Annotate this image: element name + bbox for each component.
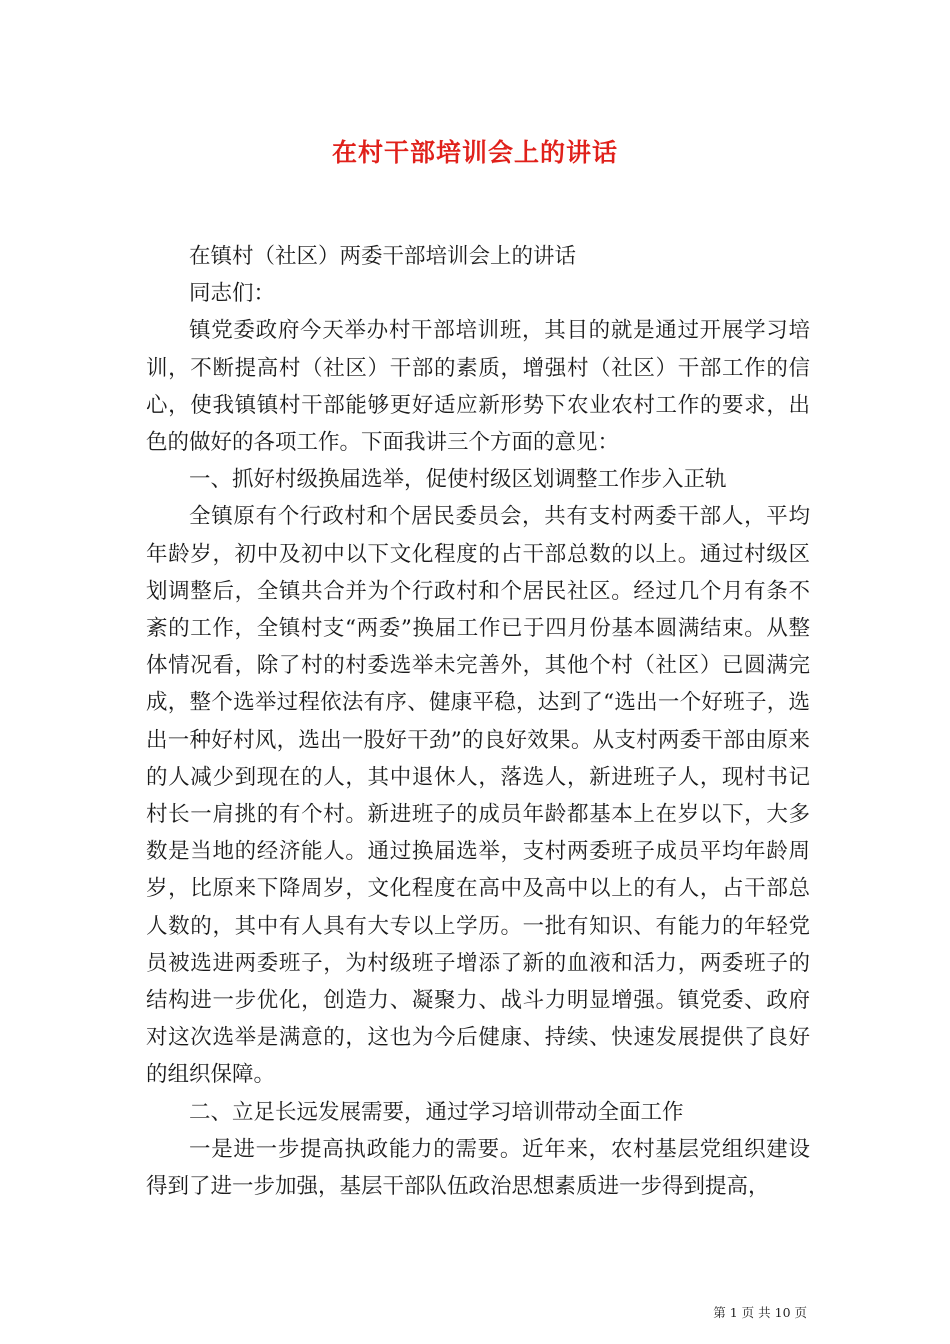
- document-body: [146, 238, 810, 1205]
- paragraph: 镇党委政府今天举办村干部培训班，其目的就是通过开展学习培训，不断提高村（社区）干部的素质，增强村（社区）干部工作的信心，使我镇镇村干部能够更好适应新形势下农业农村工作的要求，出色的做好的各项工作。下面我讲三个方面的意见：: [146, 318, 810, 456]
- section-heading: 一、抓好村级换届选举，促使村级区划调整工作步入正轨: [189, 467, 727, 493]
- paragraph: 全镇原有个行政村和个居民委员会，共有支村两委干部人，平均年龄岁，初中及初中以下文化程度的占干部总数的以上。通过村级区划调整后，全镇共合并为个行政村和个居民社区。经过几个月有条不紊的工作，全镇村支“两委”换届工作已于四月份基本圆满结束。从整体情况看，除了村的村委选举未完善外，其他个村（社区）已圆满完成，整个选举过程依法有序、健康平稳，达到了“选出一个好班子，选出一种好村风，选出一股好干劲”的良好效果。从支村两委干部由原来的人减少到现在的人，其中退休人，落选人，新进班子人，现村书记村长一肩挑的有个村。新进班子的成员年龄都基本上在岁以下，大多数是当地的经济能人。通过换届选举，支村两委班子成员平均年龄周岁，比原来下降周岁，文化程度在高中及高中以上的有人，占干部总人数的，其中有人具有大专以上学历。一批有知识、有能力的年轻党员被选进两委班子，为村级班子增添了新的血液和活力，两委班子的结构进一步优化，创造力、凝聚力、战斗力明显增强。镇党委、政府对这次选举是满意的，这也为今后健康、持续、快速发展提供了良好的组织保障。: [146, 504, 810, 1088]
- page-title: 在村干部培训会上的讲话: [331, 138, 618, 167]
- paragraph: 一是进一步提高执政能力的需要。近年来，农村基层党组织建设得到了进一步加强，基层干部队伍政治思想素质进一步得到提高，: [146, 1136, 810, 1200]
- section-heading: 二、立足长远发展需要，通过学习培训带动全面工作: [189, 1099, 684, 1125]
- document-subtitle: 在镇村（社区）两委干部培训会上的讲话: [189, 244, 577, 269]
- greeting: 同志们：: [189, 281, 276, 307]
- page-number: 第 1 页 共 10 页: [713, 1305, 807, 1320]
